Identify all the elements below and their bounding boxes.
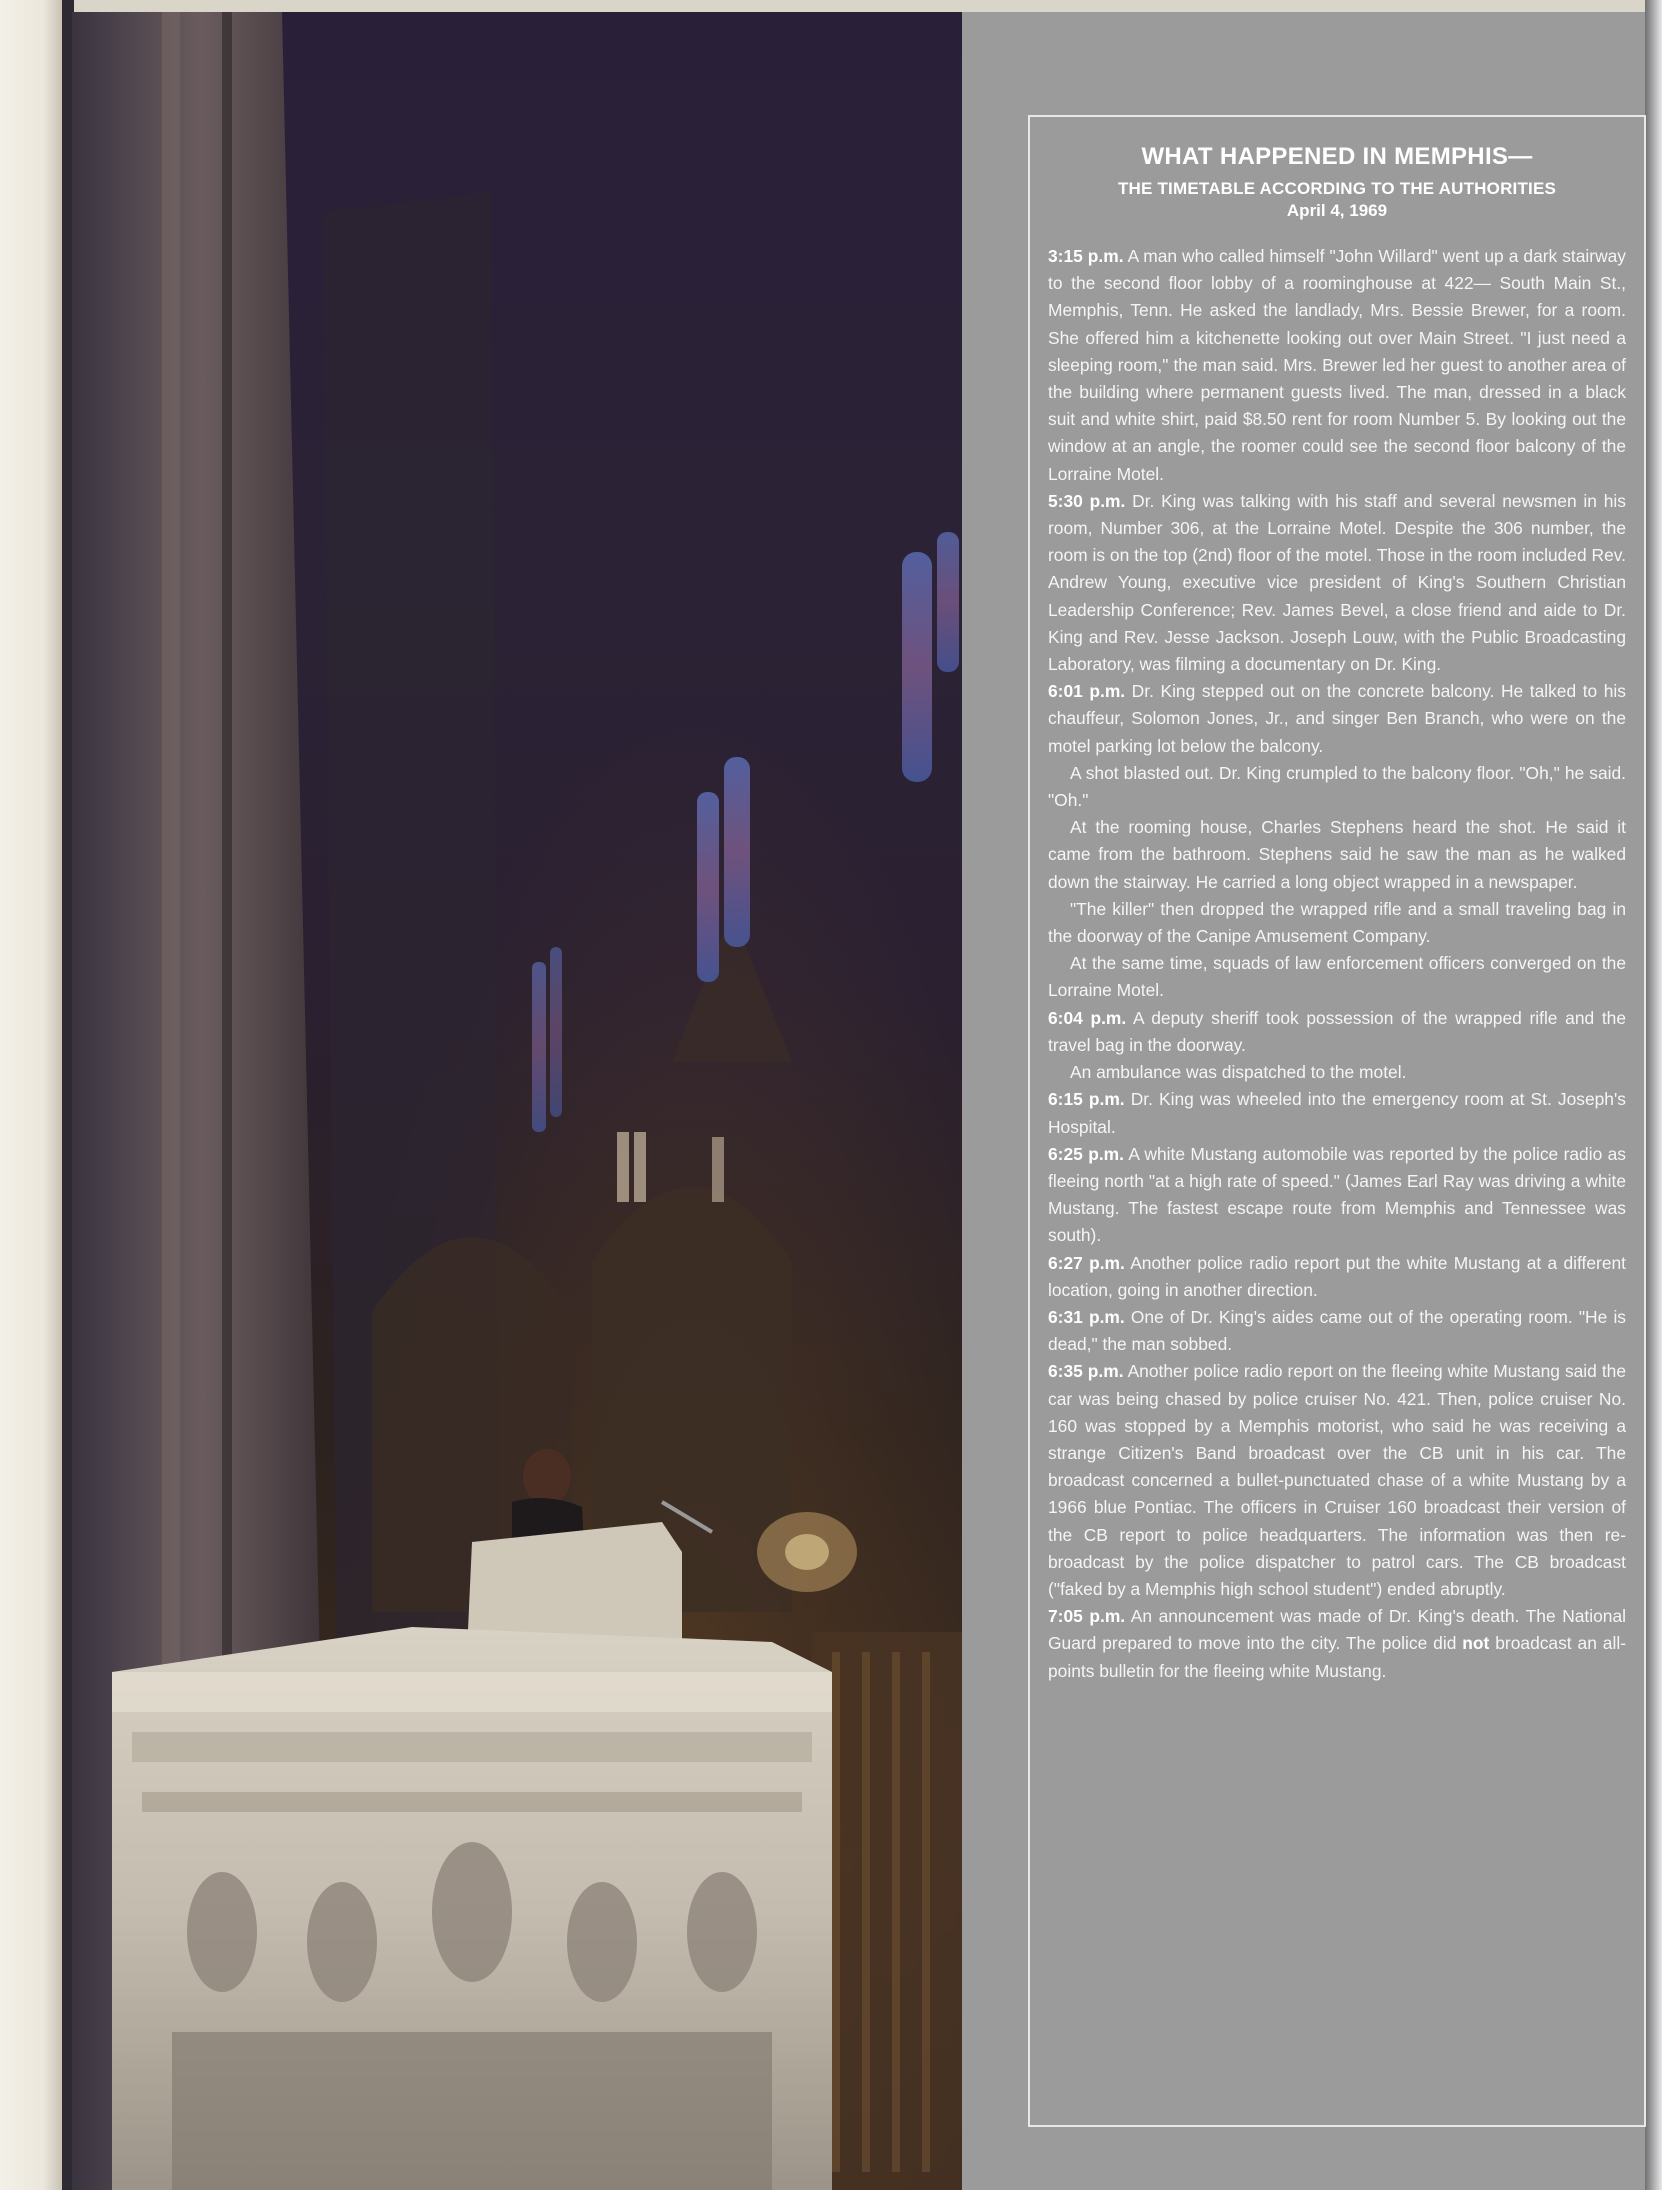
timeline-date: April 4, 1969: [1286, 201, 1388, 220]
entry-text: Dr. King was wheeled into the emergency room at St. Joseph's Hospital.: [1048, 1089, 1626, 1137]
right-page-edge: [1645, 0, 1662, 2190]
entry-emphasis: not: [1462, 1633, 1490, 1654]
entry-time: 6:31 p.m.: [1048, 1306, 1125, 1327]
entry-text: Dr. King stepped out on the concrete balcony. He talked to his chauffeur, Solomon Jones, Jr., and singer Ben Branch, who were on the motel parking lot below the balcony.: [1048, 681, 1626, 756]
timeline-box: [1028, 115, 1646, 2127]
timeline-entry: [1048, 1358, 1626, 1603]
cathedral-pulpit-photo: [72, 12, 962, 2190]
entry-time: 6:04 p.m.: [1048, 1007, 1127, 1028]
timeline-entry: [1048, 678, 1626, 760]
timeline-entry: [1048, 1304, 1626, 1358]
entry-time: 6:27 p.m.: [1048, 1252, 1125, 1273]
page-edge: [0, 0, 62, 2190]
entry-time: 5:30 p.m.: [1048, 490, 1126, 511]
timeline-entry: [1048, 243, 1626, 488]
timeline-entry: [1048, 1005, 1626, 1059]
paragraph: A shot blasted out. Dr. King crumpled to the balcony floor. "Oh," he said. "Oh.": [1048, 762, 1626, 811]
timeline-entry: [1048, 1141, 1626, 1250]
timeline-title: WHAT HAPPENED IN MEMPHIS—: [1141, 143, 1533, 170]
entry-time: 3:15 p.m.: [1048, 246, 1124, 266]
entry-time: 7:05 p.m.: [1048, 1606, 1126, 1627]
entry-text: A deputy sheriff took possession of the wrapped rifle and the travel bag in the doorway.: [1048, 1007, 1627, 1055]
timeline-subtitle: THE TIMETABLE ACCORDING TO THE AUTHORITIES: [1117, 179, 1557, 198]
entry-time: 6:35 p.m.: [1048, 1361, 1124, 1382]
timeline-entry: [1048, 488, 1626, 678]
entry-text: Another police radio report put the white Mustang at a different location, going in another direction.: [1048, 1252, 1626, 1300]
entry-text: Dr. King was talking with his staff and several newsmen in his room, Number 306, at the Lorraine Motel. Despite the 306 number, the room is on the top (2nd) floor of the motel. Those in the room included Rev. Andrew Young, executive vice president of King's Southern Christian Leadership Conference; Rev. James Bevel, a close friend and aide to Dr. King and Rev. Jesse Jackson. Joseph Louw, with the Public Broadcasting Laboratory, was filming a documentary on Dr. King.: [1048, 490, 1626, 675]
stained-glass-window: [902, 552, 932, 782]
entry-text: One of Dr. King's aides came out of the operating room. "He is dead," the man sobbed.: [1048, 1306, 1627, 1355]
entry-text: An announcement was made of Dr. King's death. The National Guard prepared to move into the city. The police did: [1048, 1606, 1626, 1654]
paragraph: "The killer" then dropped the wrapped rifle and a small traveling bag in the doorway of the Canipe Amusement Company.: [1048, 898, 1626, 947]
entry-time: 6:01 p.m.: [1048, 681, 1126, 702]
entry-time: 6:15 p.m.: [1048, 1089, 1125, 1110]
entry-text: A white Mustang automobile was reported by the police radio as fleeing north "at a high rate of speed." (James Earl Ray was driving a white Mustang. The fastest escape route from Memphis and Tennessee was south).: [1048, 1143, 1627, 1246]
paragraph: An ambulance was dispatched to the motel.: [1070, 1062, 1407, 1083]
paragraph: At the same time, squads of law enforcement officers converged on the Lorraine Motel.: [1048, 953, 1626, 1001]
timeline-entry: [1048, 1603, 1626, 1685]
paragraph: At the rooming house, Charles Stephens heard the shot. He said it came from the bathroom. Stephens said he saw the man as he walked down the stairway. He carried a long object wrapped in a newspaper.: [1048, 817, 1626, 892]
timeline-entry: [1048, 1086, 1626, 1140]
entry-text: Another police radio report on the fleeing white Mustang said the car was being chased by police cruiser No. 421. Then, police cruiser No. 160 was stopped by a Memphis motorist, who said he was receiving a strange Citizen's Band broadcast over the CB unit in his car. The broadcast concerned a bullet-punctuated chase of a white Mustang by a 1966 blue Pontiac. The officers in Cruiser 160 broadcast their version of the CB report to police headquarters. The information was then re-broadcast by the police dispatcher to patrol cars. The CB broadcast ("faked by a Memphis high school student") ended abruptly.: [1048, 1361, 1627, 1599]
timeline-body: [1048, 243, 1626, 1685]
timeline-entry: [1048, 1250, 1626, 1304]
entry-text: A man who called himself "John Willard" went up a dark stairway to the second floor lobby of a roominghouse at 422— South Main St., Memphis, Tenn. He asked the landlady, Mrs. Bessie Brewer, for a room. She offered him a kitchenette looking out over Main Street. "I just need a sleeping room," the man said. Mrs. Brewer led her guest to another area of the building where permanent guests lived. The man, dressed in a black suit and white shirt, paid $8.50 rent for room Number 5. By looking out the window at an angle, the roomer could see the second floor balcony of the Lorraine Motel.: [1048, 246, 1626, 484]
entry-text: broadcast an all-points bulletin for the fleeing white Mustang.: [1048, 1633, 1627, 1681]
entry-time: 6:25 p.m.: [1048, 1143, 1124, 1164]
cathedral-photo-illustration: [72, 12, 962, 2190]
